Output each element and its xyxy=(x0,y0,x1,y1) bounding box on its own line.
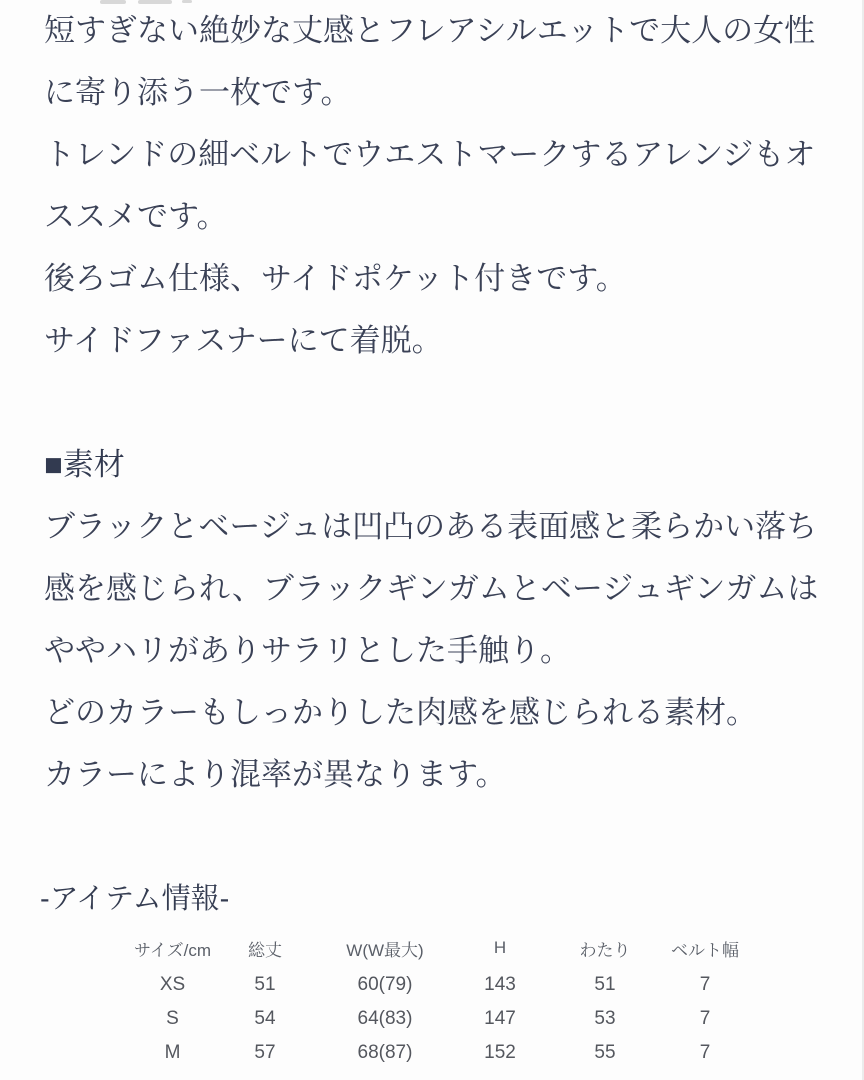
hip-cell: 143 xyxy=(484,974,516,995)
watari-cell: 53 xyxy=(594,1008,616,1029)
column-header-belt-width: ベルト幅 xyxy=(671,940,739,960)
spacer xyxy=(44,806,826,868)
column-header-hip: H xyxy=(493,938,507,957)
size-table xyxy=(130,928,745,1070)
material-line: 感を感じられ、ブラックギンガムとベージュギンガムは xyxy=(44,571,819,606)
total-length-cell: 54 xyxy=(254,1008,276,1029)
belt-width-cell: 7 xyxy=(699,1042,711,1063)
description-line: トレンドの細ベルトでウエストマークするアレンジもオ xyxy=(44,137,816,172)
material-line: ブラックとベージュは凹凸のある表面感と柔らかい落ち xyxy=(44,509,818,544)
description-line: 後ろゴム仕様、サイドポケット付きです。 xyxy=(44,261,627,296)
waist-cell: 64(83) xyxy=(357,1008,413,1029)
hip-cell: 147 xyxy=(484,1008,516,1029)
column-header-total-length: 総丈 xyxy=(248,940,282,960)
size-table-header-row xyxy=(130,928,745,968)
size-cell: S xyxy=(166,1008,179,1029)
material-section-heading: ■素材 xyxy=(44,447,125,482)
material-line: ややハリがありサラリとした手触り。 xyxy=(44,633,571,668)
size-table-row-m xyxy=(130,1036,745,1070)
total-length-cell: 51 xyxy=(254,974,276,995)
size-table-row-s xyxy=(130,1002,745,1036)
watari-cell: 55 xyxy=(594,1042,616,1063)
column-header-watari: わたり xyxy=(579,940,631,960)
hip-cell: 152 xyxy=(484,1042,516,1063)
description-line: に寄り添う一枚です。 xyxy=(44,75,352,110)
description-line: 短すぎない絶妙な丈感とフレアシルエットで大人の女性 xyxy=(44,13,816,48)
size-table-row-xs xyxy=(130,968,745,1002)
description-line: ススメです。 xyxy=(44,199,228,234)
belt-width-cell: 7 xyxy=(699,974,711,995)
waist-cell: 60(79) xyxy=(357,974,413,995)
belt-width-cell: 7 xyxy=(699,1008,711,1029)
watari-cell: 51 xyxy=(594,974,616,995)
column-header-waist: W(W最大) xyxy=(346,940,424,960)
material-line: どのカラーもしっかりした肉感を感じられる素材。 xyxy=(44,695,757,730)
size-cell: M xyxy=(164,1042,181,1063)
column-header-size: サイズ/cm xyxy=(133,940,212,960)
material-line: カラーにより混率が異なります。 xyxy=(44,757,507,792)
spacer xyxy=(44,372,826,434)
item-info-heading: -アイテム情報- xyxy=(40,883,230,915)
total-length-cell: 57 xyxy=(254,1042,276,1063)
size-cell: XS xyxy=(159,974,186,995)
waist-cell: 68(87) xyxy=(357,1042,413,1063)
description-line: サイドファスナーにて着脱。 xyxy=(44,323,443,358)
